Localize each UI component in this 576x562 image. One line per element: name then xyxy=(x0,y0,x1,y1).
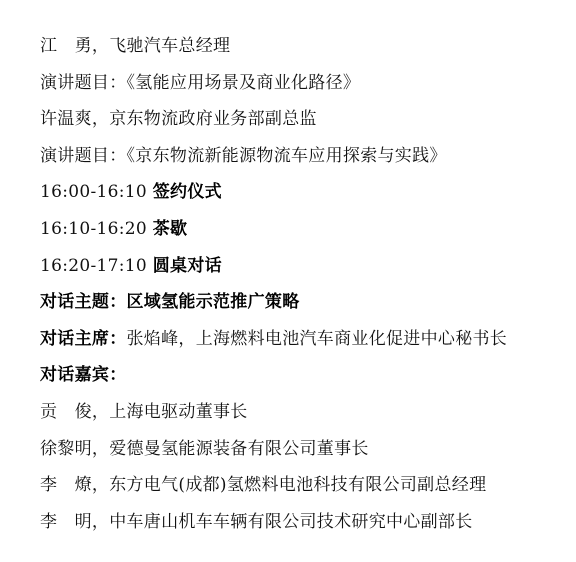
schedule-time: 16:20-17:10 xyxy=(40,255,153,276)
schedule-tea-break xyxy=(40,211,570,248)
guest-line-xu-liming xyxy=(40,431,570,468)
dialogue-chair-line xyxy=(40,321,570,358)
dialogue-guests-line xyxy=(40,357,570,394)
dialogue-guests-label: 对话嘉宾： xyxy=(40,365,127,386)
speaker-line-xu-wenshuang xyxy=(40,101,570,138)
guest-text: 徐黎明，爱德曼氢能源装备有限公司董事长 xyxy=(40,438,369,459)
dialogue-topic: 对话主题：区域氢能示范推广策略 xyxy=(40,292,300,313)
guest-text: 贡 俊，上海电驱动董事长 xyxy=(40,401,248,422)
agenda-document xyxy=(40,28,570,540)
speech-title-line-1 xyxy=(40,65,570,102)
guest-line-li-ming xyxy=(40,504,570,541)
guest-line-li-liao xyxy=(40,467,570,504)
guest-line-gong-jun xyxy=(40,394,570,431)
schedule-time: 16:10-16:20 xyxy=(40,218,153,239)
speech-title-text: 演讲题目：《京东物流新能源物流车应用探索与实践》 xyxy=(40,145,447,166)
speech-title-text: 演讲题目：《氢能应用场景及商业化路径》 xyxy=(40,72,361,93)
schedule-item: 茶歇 xyxy=(152,218,188,239)
schedule-signing-ceremony xyxy=(40,174,570,211)
dialogue-topic-line xyxy=(40,284,570,321)
schedule-time: 16:00-16:10 xyxy=(40,182,153,203)
dialogue-chair-text: 张焰峰，上海燃料电池汽车商业化促进中心秘书长 xyxy=(126,328,508,349)
schedule-item: 圆桌对话 xyxy=(152,255,222,276)
speech-title-line-2 xyxy=(40,138,570,175)
dialogue-chair-label: 对话主席： xyxy=(40,328,127,349)
schedule-item: 签约仪式 xyxy=(152,182,222,203)
speaker-line-jiang-yong xyxy=(40,28,570,65)
speaker-text: 江 勇，飞驰汽车总经理 xyxy=(40,36,231,56)
speaker-text: 许温爽，京东物流政府业务部副总监 xyxy=(40,109,317,130)
guest-text: 李 燎，东方电气(成都)氢燃料电池科技有限公司副总经理 xyxy=(40,475,487,496)
schedule-roundtable xyxy=(40,248,570,285)
guest-text: 李 明，中车唐山机车车辆有限公司技术研究中心副部长 xyxy=(40,511,473,532)
